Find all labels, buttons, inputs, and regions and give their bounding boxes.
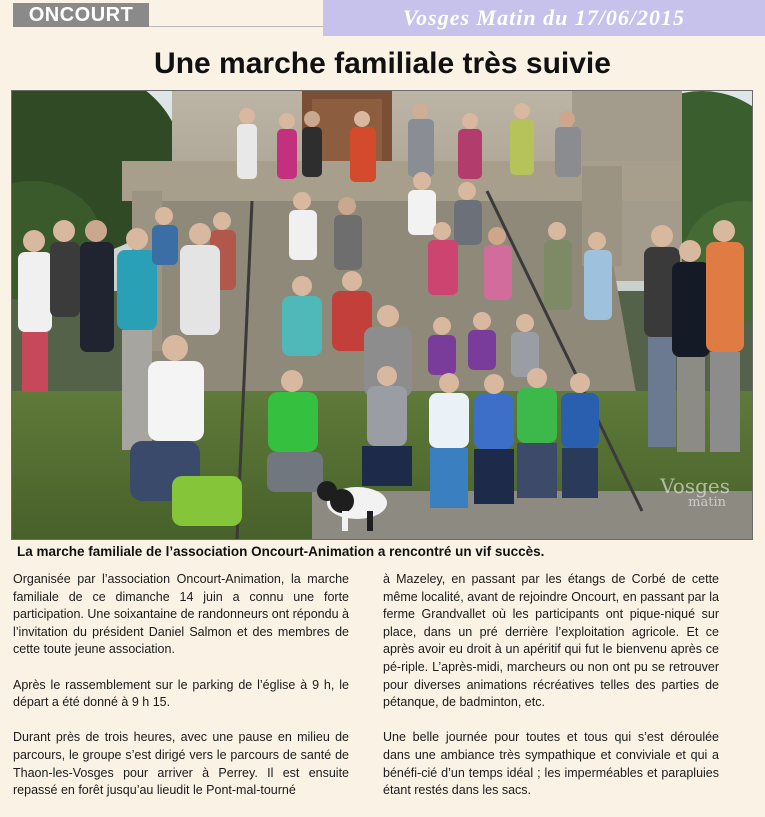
article-column-right xyxy=(383,571,719,817)
source-banner: Vosges Matin du 17/06/2015 xyxy=(323,0,765,36)
group-photo xyxy=(11,90,753,540)
section-tag: ONCOURT xyxy=(13,3,149,27)
article-column-left xyxy=(13,571,349,817)
article-headline: Une marche familiale très suivie xyxy=(154,47,611,80)
watermark-line-2: matin xyxy=(688,495,726,510)
group-photo-illustration xyxy=(12,91,752,539)
header-divider xyxy=(149,26,323,27)
watermark-line-1: Vosges xyxy=(660,474,730,498)
photo-watermark xyxy=(660,476,730,509)
article-paragraph: Après le rassemblement sur le parking de l’église à 9 h, le départ a été donné à 9 h 15. xyxy=(13,677,349,710)
photo-caption: La marche familiale de l’association Oncourt-Animation a rencontré un vif succès. xyxy=(17,544,545,559)
article-paragraph: à Mazeley, en passant par les étangs de Corbé de cette même localité, avant de rejoindre Oncourt, en passant par la ferme Grandvallet où les participants ont pique-niqué sur place, dans un pré derrière l’exploitation agricole. Et ce après avoir eu droit à un apéritif qui fut le bienvenu après ce pé-riple. L’après-midi, marcheurs ou non ont pu se retrouver pour diverses animations récréatives telles des parties de pétanque, de badminton, etc. xyxy=(383,572,719,710)
article-paragraph: Durant près de trois heures, avec une pause en milieu de parcours, le groupe s’est dirigé vers le parcours de santé de Thaon-les-Vosges pour arriver à Perrey. Il est ensuite repassé en forêt jusqu’au lieudit le Pont-mal-tourné xyxy=(13,730,349,798)
article-paragraph: Organisée par l’association Oncourt-Animation, la marche familiale de ce dimanche 14 juin a connu une forte participation. Une soixantaine de randonneurs ont répondu à l’invitation du président Daniel Salmon et des membres de cette toute jeune association. xyxy=(13,572,349,657)
article-paragraph: Une belle journée pour toutes et tous qui s’est déroulée dans une ambiance très sympathique et conviviale et qui a bénéfi-cié d’un temps idéal ; les imperméables et parapluies étant restés dans les sacs. xyxy=(383,730,719,798)
